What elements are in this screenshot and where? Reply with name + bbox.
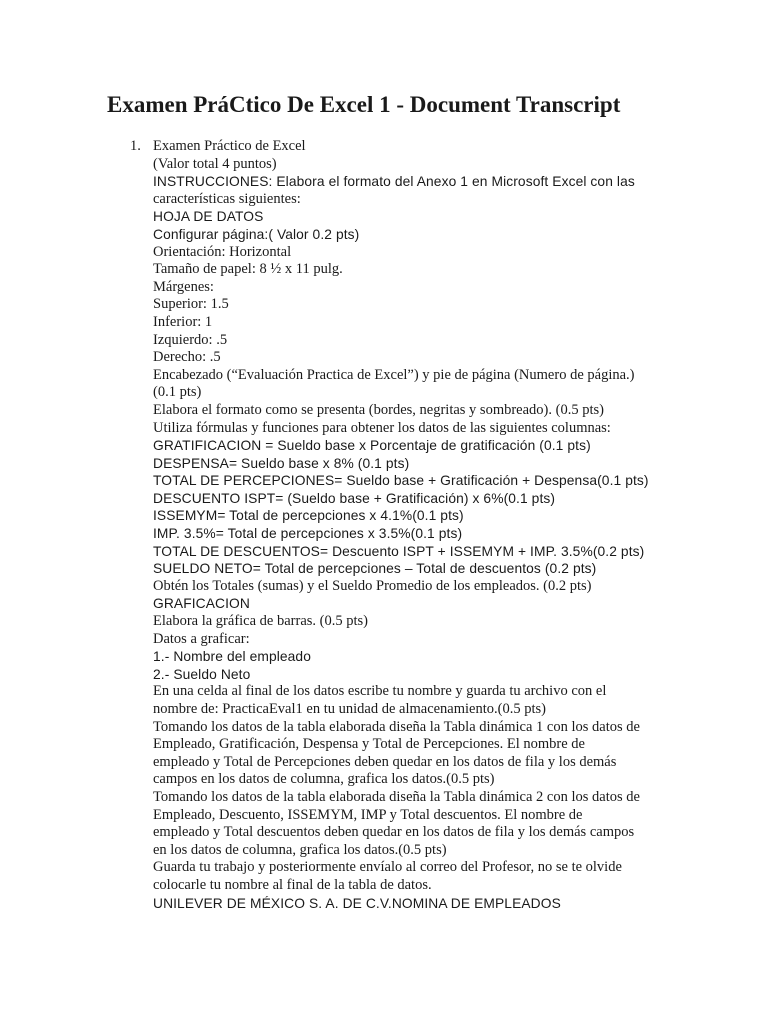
document-line: Empleado, Gratificación, Despensa y Total de Percepciones. El nombre de [153,736,585,753]
document-line: Tomando los datos de la tabla elaborada diseña la Tabla dinámica 1 con los datos de [153,718,640,735]
document-line: Márgenes: [153,278,214,295]
document-title: Examen PráCtico De Excel 1 - Document Transcript [107,92,621,117]
document-line: Inferior: 1 [153,313,213,330]
document-line: Elabora la gráfica de barras. (0.5 pts) [153,613,368,630]
document-line: empleado y Total descuentos deben quedar en los datos de fila y los demás campos [153,824,635,841]
document-line: Tamaño de papel: 8 ½ x 11 pulg. [153,261,343,278]
document-line: INSTRUCCIONES: Elabora el formato del Anexo 1 en Microsoft Excel con las [153,174,635,190]
document-line: DESCUENTO ISPT= (Sueldo base + Gratificación) x 6%(0.1 pts) [153,490,556,506]
document-line: Derecho: .5 [153,349,221,366]
document-line: Orientación: Horizontal [153,243,292,260]
list-item-content [153,138,653,912]
document-line: Elabora el formato como se presenta (bordes, negritas y sombreado). (0.5 pts) [153,401,604,418]
document-line: características siguientes: [153,190,301,207]
document-line: nombre de: PracticaEval1 en tu unidad de almacenamiento.(0.5 pts) [153,701,546,717]
document-line: Empleado, Descuento, ISSEMYM, IMP y Total descuentos. El nombre de [153,806,583,823]
document-line: GRAFICACION [153,596,250,612]
document-line: en los datos de columna, grafica los datos.(0.5 pts) [153,841,447,858]
document-line: IMP. 3.5%= Total de percepciones x 3.5%(0.1 pts) [153,526,463,542]
list-item-number: 1. [130,138,141,154]
document-line: Superior: 1.5 [153,296,229,313]
document-line: 1.- Nombre del empleado [153,649,311,665]
document-line: Tomando los datos de la tabla elaborada diseña la Tabla dinámica 2 con los datos de [153,788,640,805]
document-line: colocarle tu nombre al final de la tabla de datos. [153,876,432,893]
document-line: TOTAL DE PERCEPCIONES= Sueldo base + Gratificación + Despensa(0.1 pts) [153,473,649,489]
document-line: (Valor total 4 puntos) [153,155,277,172]
document-line: UNILEVER DE MÉXICO S. A. DE C.V.NOMINA DE EMPLEADOS [153,895,561,911]
document-line: 2.- Sueldo Neto [153,666,251,682]
document-line: TOTAL DE DESCUENTOS= Descuento ISPT + ISSEMYM + IMP. 3.5%(0.2 pts) [153,543,645,559]
document-line: campos en los datos de columna, grafica los datos.(0.5 pts) [153,771,495,788]
document-line: Utiliza fórmulas y funciones para obtener los datos de las siguientes columnas: [153,419,611,436]
document-line: empleado y Total de Percepciones deben quedar en los datos de fila y los demás [153,753,617,770]
document-line: Encabezado (“Evaluación Practica de Excel”) y pie de página (Numero de página.) [153,366,635,383]
document-line: En una celda al final de los datos escribe tu nombre y guarda tu archivo con el [153,683,607,700]
document-line: DESPENSA= Sueldo base x 8% (0.1 pts) [153,455,410,471]
document-line: Guarda tu trabajo y posteriormente envíalo al correo del Profesor, no se te olvide [153,859,622,876]
document-line: GRATIFICACION = Sueldo base x Porcentaje de gratificación (0.1 pts) [153,438,591,454]
document-line: HOJA DE DATOS [153,209,264,225]
document-line: SUELDO NETO= Total de percepciones – Total de descuentos (0.2 pts) [153,561,597,577]
document-line: Obtén los Totales (sumas) y el Sueldo Promedio de los empleados. (0.2 pts) [153,577,592,594]
document-line: Izquierdo: .5 [153,331,228,348]
document-line: (0.1 pts) [153,384,202,401]
document-line: Datos a graficar: [153,630,250,647]
document-line: ISSEMYM= Total de percepciones x 4.1%(0.1 pts) [153,508,464,524]
document-line: Configurar página:( Valor 0.2 pts) [153,226,360,242]
document-line: Examen Práctico de Excel [153,138,306,154]
